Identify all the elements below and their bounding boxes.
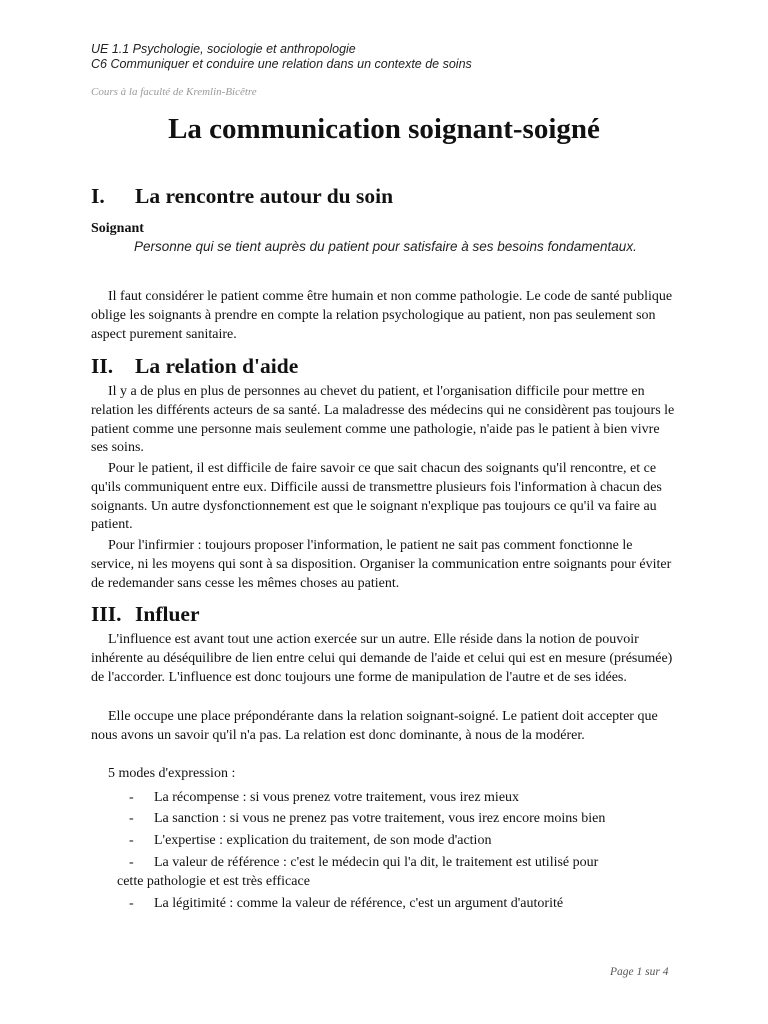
paragraph: Il y a de plus en plus de personnes au chevet du patient, et l'organisation difficile pour mettre en relation les différents acteurs de sa santé. La maladresse des médecins qui ne considèrent pas toujours le patient comme une personne mais seulement comme une pathologie, n'aide pas le patient à bien vivre ses soins. xyxy=(91,384,675,456)
list-item: - La légitimité : comme la valeur de référence, c'est un argument d'autorité xyxy=(129,896,564,911)
course-header xyxy=(91,42,472,72)
paragraph: Pour le patient, il est difficile de faire savoir ce que sait chacun des soignants qu'il rencontre, et ce qu'ils communiquent entre eux. Difficile aussi de transmettre plusieurs fois l'information à chacun des soignants. Un autre dysfonctionnement est que le soignant n'explique pas toujours ce qu'il va faire au patient. xyxy=(91,461,662,533)
paragraph: Pour l'infirmier : toujours proposer l'information, le patient ne sait pas comment fonctionne le service, ni les moyens qui sont à sa disposition. Organiser la communication entre soignants pour éviter de redemander sans cesse les mêmes choses au patient. xyxy=(91,538,672,591)
paragraph: Elle occupe une place prépondérante dans la relation soignant-soigné. Le patient doit accepter que nous avons un savoir qu'il n'a pas. La relation est donc dominante, à nous de la modérer. xyxy=(91,709,658,743)
list-item: - La valeur de référence : c'est le médecin qui l'a dit, le traitement est utilisé pour xyxy=(129,855,599,870)
section-heading-1 xyxy=(91,184,393,209)
faculty-note: Cours à la faculté de Kremlin-Bicêtre xyxy=(91,86,257,98)
list-item: - La sanction : si vous ne prenez pas votre traitement, vous irez encore moins bien xyxy=(129,811,606,826)
list-item-continuation: cette pathologie et est très efficace xyxy=(117,874,310,889)
section-heading-3 xyxy=(91,602,200,627)
list-item: - La récompense : si vous prenez votre traitement, vous irez mieux xyxy=(129,790,520,805)
definition-text: Personne qui se tient auprès du patient pour satisfaire à ses besoins fondamentaux. xyxy=(134,239,637,254)
section-number: II. xyxy=(91,354,114,378)
module-title: C6 Communiquer et conduire une relation dans un contexte de soins xyxy=(91,57,472,71)
page-title: La communication soignant-soigné xyxy=(168,113,600,145)
section-number: III. xyxy=(91,602,122,626)
section-title: La relation d'aide xyxy=(135,354,299,378)
definition-term: Soignant xyxy=(91,221,144,236)
section-title: Influer xyxy=(135,602,200,626)
course-title: UE 1.1 Psychologie, sociologie et anthropologie xyxy=(91,42,356,56)
list-item: - L'expertise : explication du traitement, de son mode d'action xyxy=(129,833,492,848)
page-number: Page 1 sur 4 xyxy=(610,966,669,978)
paragraph: Il faut considérer le patient comme être humain et non comme pathologie. Le code de santé publique oblige les soignants à prendre en compte la relation psychologique au patient, non pas seulement son aspect purement sanitaire. xyxy=(91,289,673,342)
section-title: La rencontre autour du soin xyxy=(135,184,394,208)
paragraph: L'influence est avant tout une action exercée sur un autre. Elle réside dans la notion de pouvoir inhérente au déséquilibre de lien entre celui qui demande de l'aide et celui qui est en mesure (présumée) de l'accorder. L'influence est donc toujours une forme de manipulation de l'autre et de ses idées. xyxy=(91,632,673,685)
modes-label: 5 modes d'expression : xyxy=(108,766,236,781)
section-number: I. xyxy=(91,184,105,208)
section-heading-2 xyxy=(91,354,298,379)
